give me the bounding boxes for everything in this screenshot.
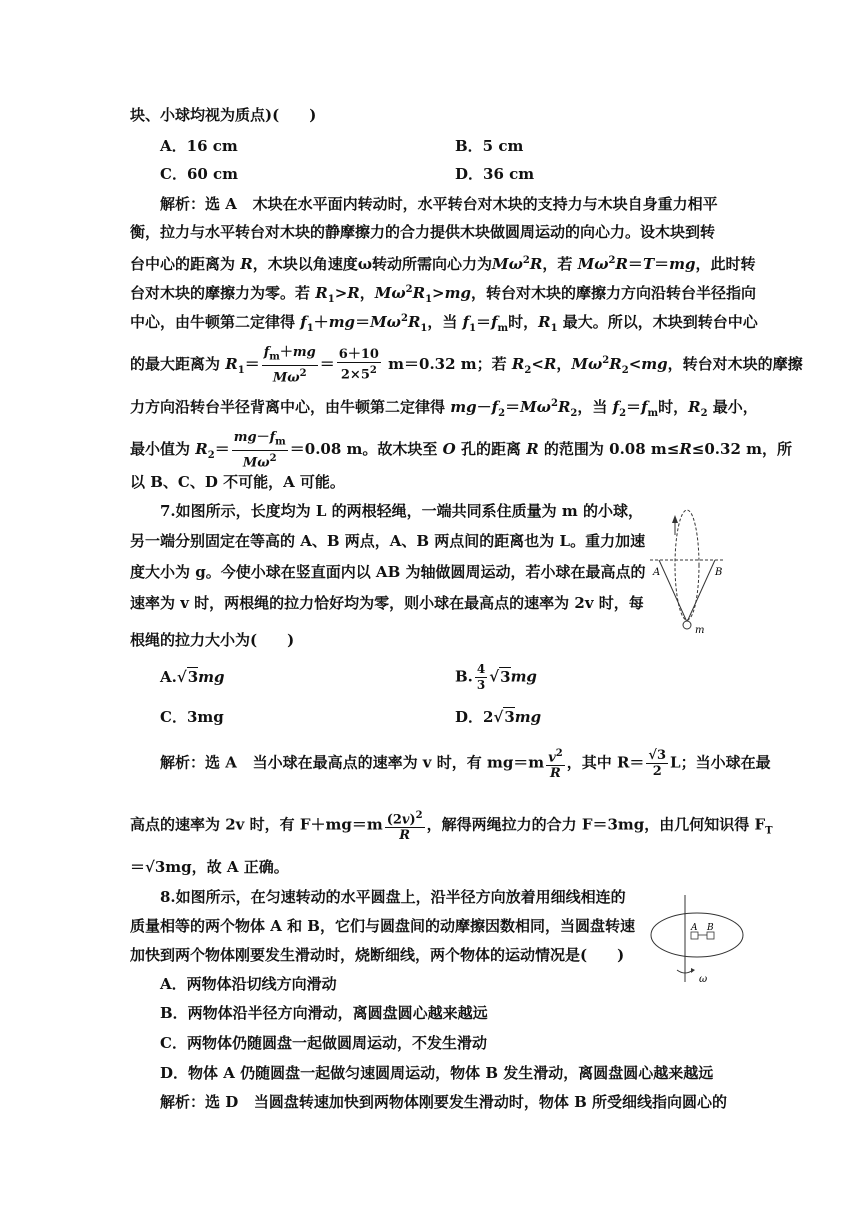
q7-option-d: D．2√3mg xyxy=(455,708,542,726)
q6-analysis-line-3: 台中心的距离为 R，木块以角速度ω转动所需向心力为$M\omega^2R$，若 $M\omega^2R=T=mg$，此时转 xyxy=(130,255,756,273)
q8-figure xyxy=(647,890,747,990)
q7-analysis-line-2: 高点的速率为 2v 时，有 F＋mg＝m $\frac{(2v)^2}{R}$ ，解得两绳拉力的合力 F＝3mg，由几何知识得 $F_T$ xyxy=(130,810,773,844)
q8-analysis-line-1: 解析：选 D 当圆盘转速加快到两物体刚要发生滑动时，物体 B 所受细线指向圆心的 xyxy=(160,1093,728,1111)
q6-analysis-line-1: 解析：选 A 木块在水平面内转动时，水平转台对木块的支持力与木块自身重力相平 xyxy=(160,195,718,213)
q6-option-b: B．5 cm xyxy=(455,137,524,155)
q8-option-d: D．物体 A 仍随圆盘一起做匀速圆周运动，物体 B 发生滑动，离圆盘圆心越来越远 xyxy=(160,1064,714,1082)
q7-figure-label-b: B xyxy=(715,567,723,578)
q7-option-b: B. $\frac{4}{3}$ √3mg xyxy=(455,662,537,692)
q7-stem-line-2: 另一端分别固定在等高的 A、B 两点，A、B 两点间的距离也为 L。重力加速 xyxy=(130,532,646,550)
q6-option-a: A．16 cm xyxy=(160,137,238,155)
q7-stem-line-1: 7.如图所示，长度均为 L 的两根轻绳，一端共同系住质量为 m 的小球， xyxy=(160,502,643,520)
q7-stem-line-5: 根绳的拉力大小为( ) xyxy=(130,631,295,649)
q7-option-a: A.√3mg xyxy=(160,668,225,686)
q6-option-d: D．36 cm xyxy=(455,165,535,183)
q8-figure-label-a: A xyxy=(691,923,698,933)
q8-figure-label-b: B xyxy=(707,923,714,933)
q7-figure-label-m: m xyxy=(695,625,705,635)
q7-stem-line-4: 速率为 v 时，两根绳的拉力恰好均为零，则小球在最高点的速率为 2v 时，每 xyxy=(130,594,644,612)
q6-analysis-line-7: 力方向沿转台半径背离中心，由牛顿第二定律得 $mg-f_2=M\omega^2R_2$，当 $f_2=f_m$时，$R_2$ 最小， xyxy=(130,398,758,419)
q6-analysis-line-4: 台对木块的摩擦力为零。若 $R_1>R$，$M\omega^2R_1>mg$，转台对木块的摩擦力方向沿转台半径指向 xyxy=(130,284,757,305)
q7-analysis-line-1: 解析：选 A 当小球在最高点的速率为 v 时，有 mg＝m $\frac{v^2}{R}$ ，其中 R＝ $\frac{√3}{2}$ L；当小球在最 xyxy=(160,748,771,782)
q8-option-a: A．两物体沿切线方向滑动 xyxy=(160,975,337,993)
q8-option-c: C．两物体仍随圆盘一起做圆周运动，不发生滑动 xyxy=(160,1034,487,1052)
q6-analysis-line-6: 的最大距离为 $R_1=$ $\frac{f_m+mg}{M\omega^2}$ ＝ $\frac{6+10}{2\times 5^2}$ m＝0.32 m；若 $R_2<R$，$M\omega^2R_2<mg$，转台对木块的摩擦 xyxy=(130,345,803,385)
q8-stem-line-2: 质量相等的两个物体 A 和 B，它们与圆盘间的动摩擦因数相同，当圆盘转速 xyxy=(130,917,635,935)
q6-stem-tail: 块、小球均视为质点)( ) xyxy=(130,106,317,124)
q7-figure-label-a: A xyxy=(653,567,661,578)
q8-stem-line-3: 加快到两个物体刚要发生滑动时，烧断细线，两个物体的运动情况是( ) xyxy=(130,946,625,964)
q8-option-b: B．两物体沿半径方向滑动，离圆盘圆心越来越远 xyxy=(160,1004,488,1022)
q7-figure xyxy=(645,505,735,635)
q6-analysis-line-9: 以 B、C、D 不可能，A 可能。 xyxy=(130,473,345,491)
q7-stem-line-3: 度大小为 g。今使小球在竖直面内以 AB 为轴做圆周运动，若小球在最高点的 xyxy=(130,563,646,581)
q8-stem-line-1: 8.如图所示，在匀速转动的水平圆盘上，沿半径方向放着用细线相连的 xyxy=(160,888,626,906)
q6-option-c: C．60 cm xyxy=(160,165,239,183)
q7-analysis-line-3: ＝√3mg，故 A 正确。 xyxy=(130,858,289,876)
q8-figure-label-omega: ω xyxy=(699,974,708,985)
q6-analysis-line-5: 中心，由牛顿第二定律得 $f_1+mg=M\omega^2R_1$，当 $f_1=f_m$时，$R_1$ 最大。所以，木块到转台中心 xyxy=(130,313,758,334)
q6-analysis-line-8: 最小值为 $R_2=$ $\frac{mg-f_m}{M\omega^2}$ ＝0.08 m。故木块至 O 孔的距离 R 的范围为 0.08 m≤R≤0.32 m，所 xyxy=(130,430,792,470)
q7-option-c: C．3mg xyxy=(160,708,224,726)
q6-analysis-line-2: 衡，拉力与水平转台对木块的静摩擦力的合力提供木块做圆周运动的向心力。设木块到转 xyxy=(130,223,716,241)
